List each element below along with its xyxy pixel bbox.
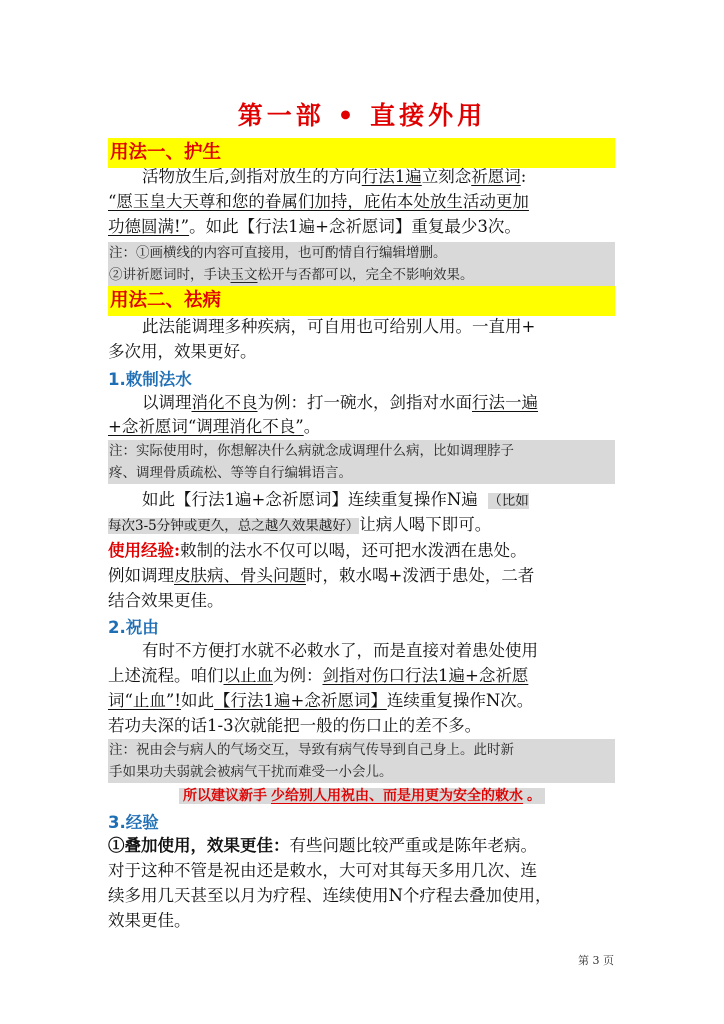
text: 活物放生后,剑指对放生的方向 [142, 167, 362, 186]
text: 松开与否都可以，完全不影响效果。 [257, 267, 474, 283]
bold-lead-text: ①叠加使用，效果更佳： [108, 836, 290, 855]
underlined-text: 消化不良 [191, 393, 258, 412]
text: 所以建议新手 [183, 788, 267, 804]
text: 时，敕水喝+泼洒于患处，二者 [306, 566, 535, 585]
underlined-text: 剑指对伤口行法1遍+念祈愿 [322, 666, 529, 685]
text: 如此【行法1遍+念祈愿词】连续重复操作N遍 [142, 490, 478, 509]
section-heading-heal: 用法二、祛病 [108, 286, 615, 316]
text: 敕制的法水不仅可以喝，还可把水泼洒在患处。 [180, 541, 527, 560]
underlined-text: +念祈愿词“调理消化不良” [108, 417, 304, 436]
note-line: 注：祝由会与病人的气场交互，导致有病气传导到自己身上。此时新 [108, 739, 615, 761]
paragraph-line: 效果更佳。 [108, 911, 191, 930]
paragraph-line [108, 513, 616, 538]
paragraph-line [108, 415, 616, 439]
paragraph-line [108, 564, 616, 588]
text: 每次3-5分钟或更久，总之越久效果越好） [108, 518, 360, 534]
paragraph-line [108, 834, 616, 858]
text: ②讲祈愿词时，手诀 [109, 267, 231, 283]
page-number: 第 3 页 [578, 954, 614, 967]
paragraph-line [108, 391, 650, 415]
paragraph-line: 对于这种不管是祝由还是敕水，大可对其每天多用几次、连 [108, 861, 537, 880]
usage-experience-label: 使用经验: [108, 541, 181, 560]
section-heading-protect-life: 用法一、护生 [108, 138, 615, 168]
paragraph-line: 续多用几天甚至以月为疗程、连续使用N个疗程去叠加使用， [108, 886, 552, 905]
paragraph-line [108, 689, 616, 713]
underlined-text: 以止血 [223, 666, 273, 685]
note-line: 注：实际使用时，你想解决什么病就念成调理什么病，比如调理脖子 [108, 440, 615, 462]
underlined-text: 词“止血”! [108, 691, 182, 710]
warning-line [108, 785, 616, 807]
prayer-line: “愿玉皇大天尊和您的眷属们加持，庇佑本处放生活动更加 [108, 192, 529, 211]
underlined-text: 玉文 [230, 267, 258, 283]
paragraph-line: 此法能调理多种疾病，可自用也可给别人用。一直用+ [142, 317, 536, 336]
subheading-holy-water: 1.敕制法水 [108, 370, 192, 389]
paragraph-line [108, 215, 616, 239]
note-line: 手如果功夫弱就会被病气干扰而难受一小会儿。 [108, 761, 615, 783]
subheading-experience: 3.经验 [108, 813, 159, 832]
underlined-text: 行法一遍 [472, 393, 538, 412]
paragraph-line [108, 165, 650, 189]
paragraph-line: 结合效果更佳。 [108, 591, 224, 610]
paragraph-line: 若功夫深的话1-3次就能把一般的伤口止的差不多。 [108, 716, 482, 735]
underlined-text: 皮肤病、骨头问题 [174, 566, 306, 585]
text: 例如调理 [108, 566, 174, 585]
text: 如此 [181, 691, 215, 710]
text: 让病人喝下即可。 [359, 515, 492, 534]
subheading-zhuyou: 2.祝由 [108, 618, 159, 637]
text: 有些问题比较严重或是陈年老病。 [289, 836, 537, 855]
note-line: 注：①画横线的内容可直接用，也可酌情自行编辑增删。 [108, 242, 615, 264]
text: 连续重复操作N次。 [386, 691, 534, 710]
paragraph-line [108, 664, 616, 688]
text: 为例：打一碗水，剑指对水面 [257, 393, 472, 412]
text: （比如 [488, 493, 529, 509]
underlined-text: 功德圆满!” [108, 217, 190, 236]
note-line: 疼、调理骨质疏松、等等自行编辑语言。 [108, 462, 615, 484]
paragraph-line [108, 488, 650, 513]
paragraph-line: 有时不方便打水就不必敕水了，而是直接对着患处使用 [142, 641, 538, 660]
text: 以调理 [142, 393, 192, 412]
underlined-text: 少给别人用祝由、而是用更为安全的敕水 [271, 788, 523, 804]
text: 上述流程。咱们 [108, 666, 224, 685]
text: 立刻念 [421, 167, 472, 186]
underlined-text: 行法1遍 [361, 167, 422, 186]
text: : [520, 167, 527, 186]
text: 。 [303, 417, 321, 436]
page-title: 第一部 • 直接外用 [237, 101, 487, 130]
text: 。如此【行法1遍+念祈愿词】重复最少3次。 [189, 217, 521, 236]
paragraph-line [108, 539, 616, 563]
underlined-text: 【行法1遍+念祈愿词】 [214, 691, 387, 710]
note-line [108, 264, 615, 286]
paragraph-line: 多次用，效果更好。 [108, 342, 257, 361]
text: 为例： [273, 666, 323, 685]
warning-text [179, 788, 545, 804]
underlined-text: 祈愿词 [471, 167, 521, 186]
text: 。 [527, 788, 541, 804]
